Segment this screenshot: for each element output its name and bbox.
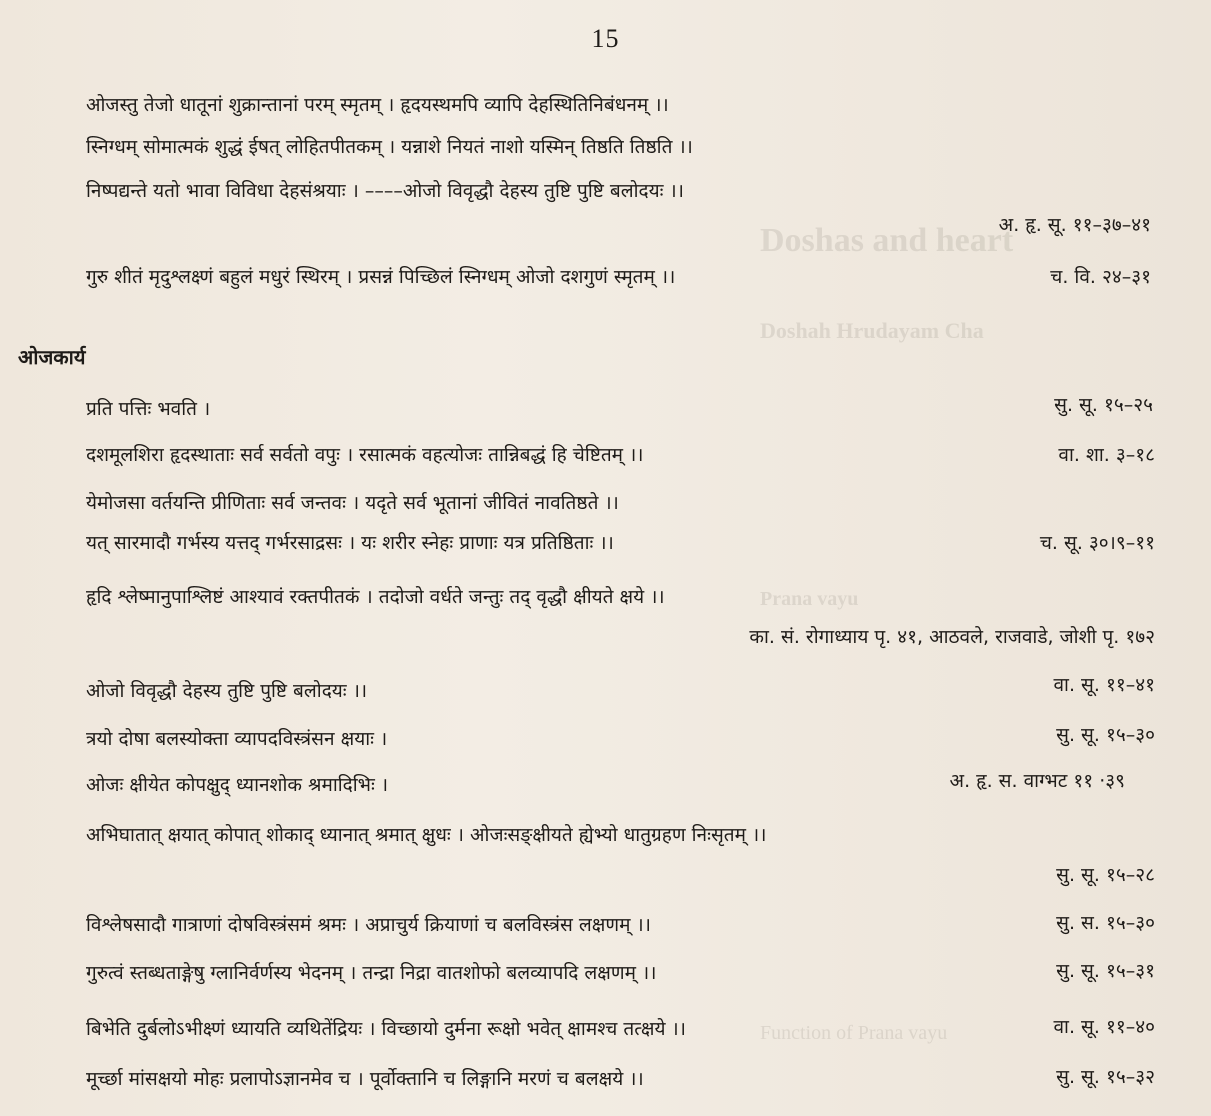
verse-line-6: दशमूलशिरा हृदस्थाताः सर्व सर्वतो वपुः । रसात्मकं वहत्योजः तान्निबद्धं हि चेष्टितम् ।। [86, 444, 644, 466]
verse-line-14: विश्लेषसादौ गात्राणां दोषविस्त्रंसमं श्रमः । अप्राचुर्य क्रियाणां च बलविस्त्रंस लक्षणम् ।। [86, 914, 651, 936]
reference-13: वा. सू. ११–४० [1053, 1016, 1155, 1038]
reference-12: सु. सू. १५–३१ [1056, 960, 1155, 982]
reference-2: च. वि. २४–३१ [1050, 266, 1151, 288]
verse-line-13: अभिघातात् क्षयात् कोपात् शोकाद् ध्यानात् श्रमात् क्षुधः । ओजःसङ्क्षीयते ह्येभ्यो धातुग्रहण निःसृतम् ।। [86, 824, 767, 846]
verse-line-9: हृदि श्लेष्मानुपाश्लिष्टं आश्यावं रक्तपीतकं । तदोजो वर्धते जन्तुः तद् वृद्धौ क्षीयते क्षये ।। [86, 586, 665, 608]
reference-9: अ. हृ. स. वाग्भट ११ ·३९ [949, 770, 1125, 792]
verse-line-8: यत् सारमादौ गर्भस्य यत्तद् गर्भरसाद्रसः । यः शरीर स्नेहः प्राणाः यत्र प्रतिष्ठिताः ।। [86, 532, 614, 554]
reference-10: सु. सू. १५–२८ [1056, 864, 1155, 886]
reference-4: वा. शा. ३–१८ [1058, 444, 1155, 466]
verse-line-15: गुरुत्वं स्तब्धताङ्गेषु ग्लानिर्वर्णस्य भेदनम् । तन्द्रा निद्रा वातशोफो बलव्यापदि लक्षणम् ।। [86, 962, 657, 984]
reference-7: वा. सू. ११–४१ [1053, 674, 1155, 696]
show-through-prana: Prana vayu [760, 588, 859, 610]
verse-line-16: बिभेति दुर्बलोऽभीक्ष्णं ध्यायति व्यथितेंद्रियः । विच्छायो दुर्मना रूक्षो भवेत् क्षामश्च तत्क्षये ।। [86, 1018, 686, 1040]
verse-line-2: स्निग्धम् सोमात्मकं शुद्धं ईषत् लोहितपीतकम् । यन्नाशे नियतं नाशो यस्मिन् तिष्ठति तिष्ठति ।। [86, 136, 693, 158]
verse-line-4: गुरु शीतं मृदुश्लक्ष्णं बहुलं मधुरं स्थिरम् । प्रसन्नं पिच्छिलं स्निग्धम् ओजो दशगुणं स्मृतम् ।। [86, 266, 676, 288]
section-heading: ओजकार्य [18, 345, 86, 369]
verse-line-3: निष्पद्यन्ते यतो भावा विविधा देहसंश्रयाः । ––––ओजो विवृद्धौ देहस्य तुष्टि पुष्टि बलोदयः ।। [86, 180, 684, 202]
reference-1: अ. हृ. सू. ११–३७–४१ [998, 214, 1151, 236]
verse-line-5: प्रति पत्तिः भवति । [86, 398, 211, 420]
verse-line-17: मूर्च्छा मांसक्षयो मोहः प्रलापोऽज्ञानमेव च । पूर्वोक्तानि च लिङ्गानि मरणं च बलक्षये ।। [86, 1068, 644, 1090]
show-through-heading: Doshas and heart [760, 222, 1014, 259]
reference-3: सु. सू. १५–२५ [1054, 394, 1153, 416]
reference-11: सु. स. १५–३० [1056, 912, 1155, 934]
show-through-function: Function of Prana vayu [760, 1022, 948, 1044]
page-number: 15 [591, 24, 620, 53]
verse-line-1: ओजस्तु तेजो धातूनां शुक्रान्तानां परम् स्मृतम् । हृदयस्थमपि व्यापि देहस्थितिनिबंधनम् ।। [86, 94, 669, 116]
verse-line-12: ओजः क्षीयेत कोपक्षुद् ध्यानशोक श्रमादिभिः । [86, 774, 389, 796]
reference-6: का. सं. रोगाध्याय पृ. ४१, आठवले, राजवाडे, जोशी पृ. १७२ [749, 626, 1155, 648]
verse-line-11: त्रयो दोषा बलस्योक्ता व्यापदविस्त्रंसन क्षयाः । [86, 728, 388, 750]
verse-line-10: ओजो विवृद्धौ देहस्य तुष्टि पुष्टि बलोदयः ।। [86, 680, 368, 702]
reference-8: सु. सू. १५–३० [1056, 724, 1155, 746]
verse-line-7: येमोजसा वर्तयन्ति प्रीणिताः सर्व जन्तवः । यदृते सर्व भूतानां जीवितं नावतिष्ठते ।। [86, 492, 619, 514]
reference-5: च. सू. ३०।९–११ [1039, 532, 1155, 554]
show-through-subheading: Doshah Hrudayam Cha [760, 318, 984, 343]
reference-14: सु. सू. १५–३२ [1056, 1066, 1155, 1088]
